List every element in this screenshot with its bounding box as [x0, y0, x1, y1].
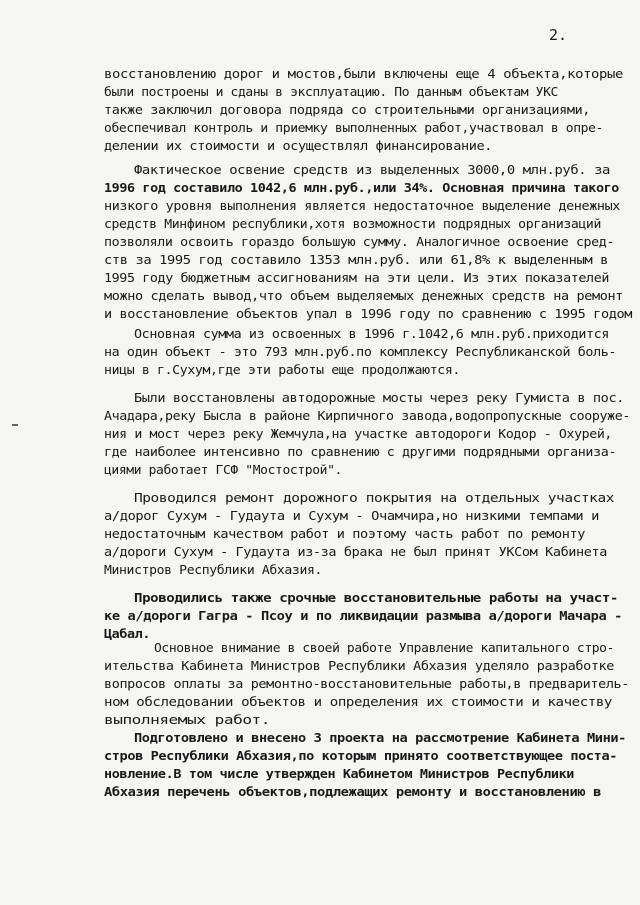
text-line: ницы в г.Сухум,где эти работы еще продолжаются. [104, 362, 460, 377]
text-line: делении их стоимости и осуществлял финансирование. [104, 138, 492, 153]
text-line: Фактическое освение средств из выделенных 3000,0 млн.руб. за [134, 162, 610, 177]
text-line: ств за 1995 год составило 1353 млн.руб. или 61,8% к выделенным в [104, 252, 608, 267]
text-line: Основная сумма из освоенных в 1996 г.1042,6 млн.руб.приходится [134, 326, 609, 341]
text-line: Проводились также срочные восстановительные работы на участ- [134, 590, 618, 605]
text-line: средств Минфином республики,хотя возможности подрядных организаций [104, 216, 601, 231]
text-line: ния и мост через реку Жемчула,на участке автодороги Кодор - Охурей, [104, 426, 612, 441]
text-line: выполняемых работ. [104, 712, 270, 727]
text-line: где наиболее интенсивно по сравнению с другими подрядными организа- [104, 444, 616, 459]
text-line: можно сделать вывод,что объем выделяемых денежных средств на ремонт [104, 288, 623, 303]
text-line: Подготовлено и внесено 3 проекта на рассмотрение Кабинета Мини- [134, 730, 626, 745]
text-line: Были восстановлены автодорожные мосты через реку Гумиста в пос. [134, 390, 624, 405]
text-line: Основное внимание в своей работе Управление капитального стро- [154, 640, 614, 655]
text-line: Ачадара,реку Бысла в районе Кирпичного завода,водопропускные сооруже- [104, 408, 630, 423]
text-line: новление.В том числе утвержден Кабинетом Министров Республики [104, 766, 574, 781]
text-line: восстановлению дорог и мостов,были включены еще 4 объекта,которые [104, 66, 623, 81]
text-line: Министров Республики Абхазия. [104, 562, 322, 577]
text-line: Цабал. [104, 626, 150, 641]
text-line: ке а/дороги Гагра - Псоу и по ликвидации размыва а/дороги Мачара - [104, 608, 622, 623]
text-line: а/дорог Сухум - Гудаута и Сухум - Очамчира,но низкими темпами и [104, 508, 599, 523]
text-line: на один объект - это 793 млн.руб.по комплексу Республиканской боль- [104, 344, 616, 359]
text-line: 1996 год составило 1042,6 млн.руб.,или 34%. Основная причина такого [104, 180, 619, 195]
text-line: и восстановление объектов упал в 1996 году по сравнению с 1995 годом [104, 306, 632, 321]
text-line: позволяли освоить гораздо большую сумму. Аналогичное освоение сред- [104, 234, 614, 249]
scan-mark [12, 424, 18, 426]
text-line: обеспечивал контроль и приемку выполненных работ,участвовал в опре- [104, 120, 603, 135]
text-line: ном обследовании объектов и определения их стоимости и качеству [104, 694, 612, 709]
text-line: недостаточным качеством работ и поэтому часть работ по ремонту [104, 526, 585, 541]
page-number: 2. [549, 26, 568, 44]
text-line: циями работает ГСФ "Мостострой". [104, 462, 342, 477]
text-line: а/дороги Сухум - Гудаута из-за брака не был принят УКСом Кабинета [104, 544, 607, 559]
text-line: Проводился ремонт дорожного покрытия на отдельных участках [134, 490, 614, 505]
text-line: вопросов оплаты за ремонтно-восстановительные работы,в предваритель- [104, 676, 629, 691]
text-line: также заключил договора подряда со строительными организациями, [104, 102, 590, 117]
text-line: Абхазия перечень объектов,подлежащих ремонту и восстановлению в [104, 784, 601, 799]
text-line: ительства Кабинета Министров Республики Абхазия уделяло разработке [104, 658, 614, 673]
text-line: стров Республики Абхазия,по которым принято соответствующее поста- [104, 748, 617, 763]
text-line: были построены и сданы в эксплуатацию. По данным объектам УКС [104, 84, 558, 99]
text-line: 1995 году бюджетным ассигнованиям на эти цели. Из этих показателей [104, 270, 609, 285]
text-line: низкого уровня выполнения является недостаточное выделение денежных [104, 198, 620, 213]
